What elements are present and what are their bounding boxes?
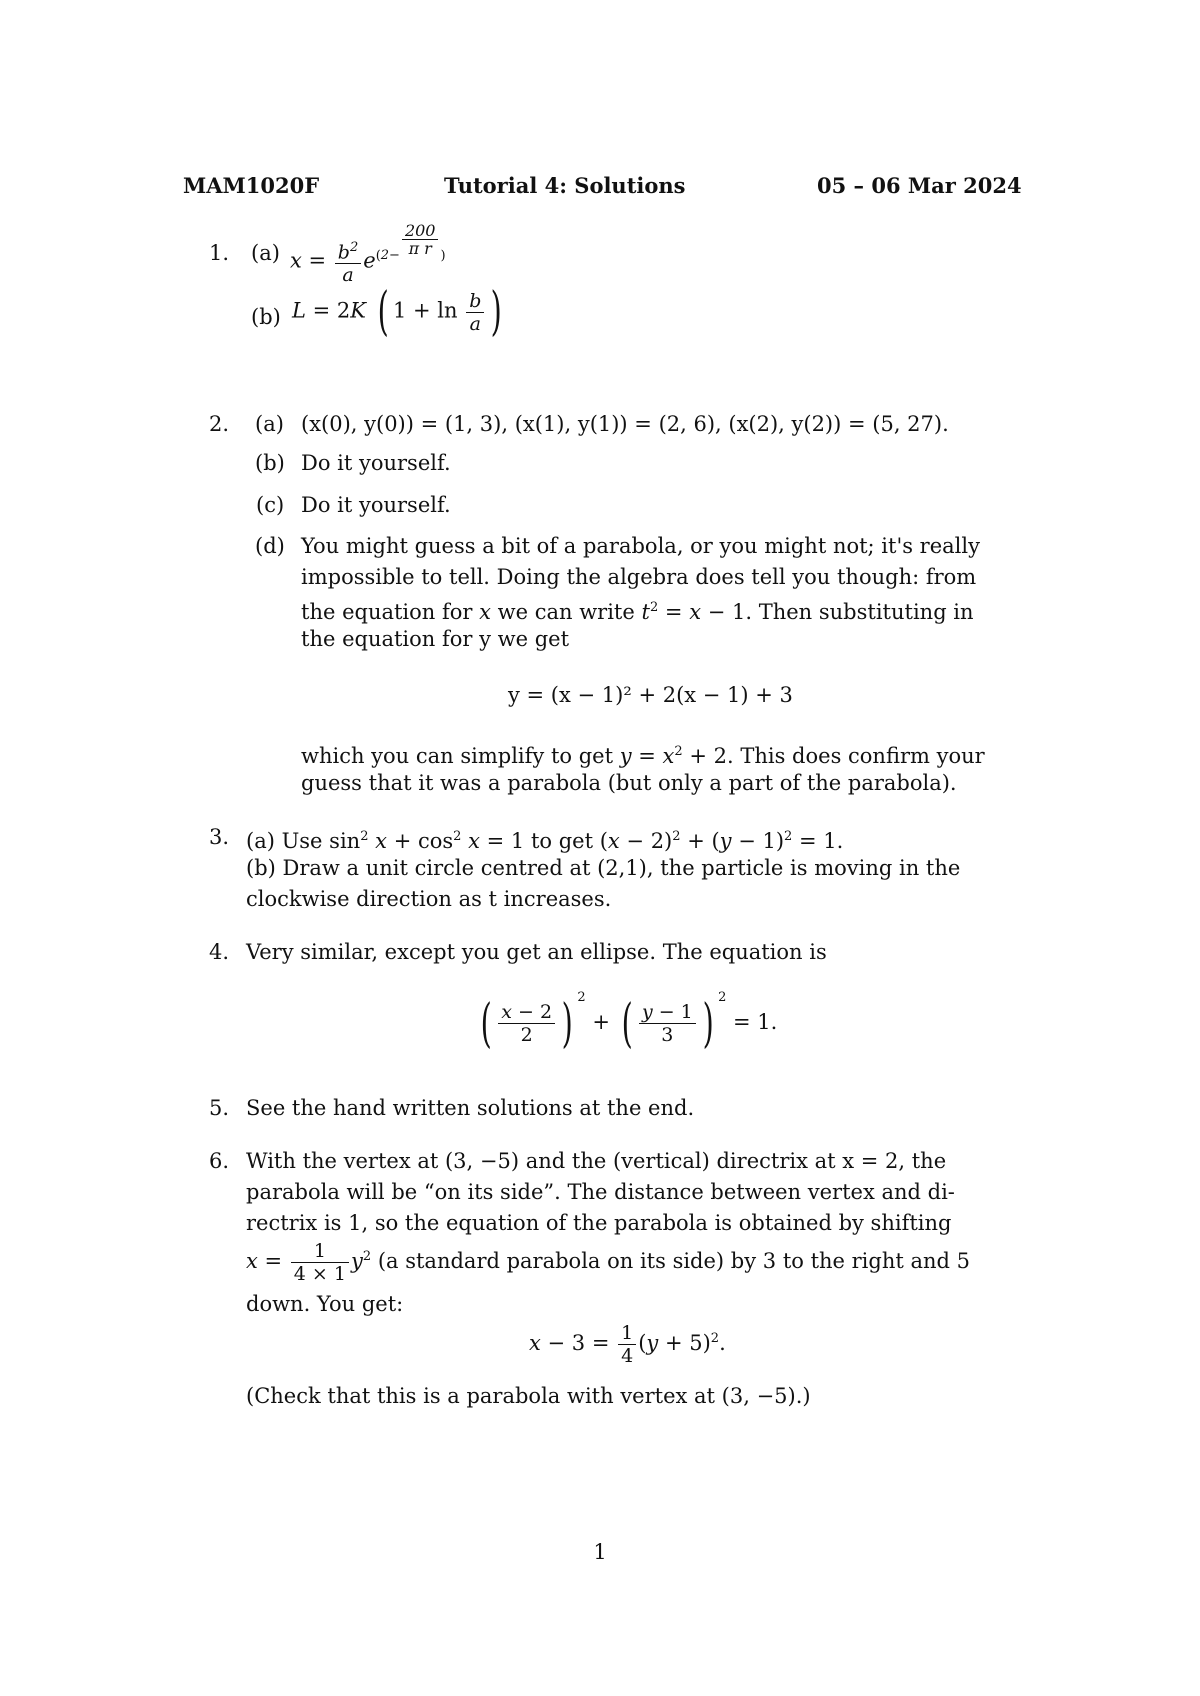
q2a-text: (x(0), y(0)) = (1, 3), (x(1), y(1)) = (2, 6), (x(2), y(2)) = (5, 27). xyxy=(301,412,949,436)
q2d-line-3-mid: we can write xyxy=(490,600,642,624)
q1b-label: (b) xyxy=(251,305,281,329)
q6-line-5: down. You get: xyxy=(246,1292,404,1316)
q6-equation: x − 3 = $\frac{1}{4}$ $(y + 5)^2$. xyxy=(529,1322,726,1367)
q6-number: 6. xyxy=(209,1149,230,1173)
course-code: MAM1020F xyxy=(183,173,320,198)
q2d-line-3: the equation for x we can write $t^2 = x - 1$. Then substituting in xyxy=(301,600,974,624)
q2-number: 2. xyxy=(209,412,230,436)
q4-ellipse-equation: ( $\frac{x - 2}{2}$ ) $^2$ + ( $\frac{y - 1}{3}$ ) $^2$ = 1. xyxy=(480,990,778,1054)
q1-number: 1. xyxy=(209,241,230,265)
document-date: 05 – 06 Mar 2024 xyxy=(817,173,1022,198)
q3-line-3: clockwise direction as t increases. xyxy=(246,887,612,911)
q1b-equation: L = 2K ( 1 + ln $\frac{b}{a}$ ) xyxy=(292,282,503,342)
q2b-label: (b) xyxy=(255,451,285,475)
q2d-equation: y = (x − 1)² + 2(x − 1) + 3 xyxy=(508,683,793,707)
q6-line-2: parabola will be “on its side”. The distance between vertex and di- xyxy=(246,1180,955,1204)
q2d-label: (d) xyxy=(255,534,285,558)
q2d-line-2: impossible to tell. Doing the algebra does tell you though: from xyxy=(301,565,977,589)
q5-text: See the hand written solutions at the end. xyxy=(246,1096,695,1120)
q2d-after-line-2: guess that it was a parabola (but only a part of the parabola). xyxy=(301,771,957,795)
q3-line-2: (b) Draw a unit circle centred at (2,1), the particle is moving in the xyxy=(246,856,961,880)
q6-line-4: x = $\frac{1}{4 \times 1}$ $y^2$ (a standard parabola on its side) by 3 to the right and 5 xyxy=(246,1240,971,1285)
q1a-label: (a) xyxy=(251,241,280,265)
document-title: Tutorial 4: Solutions xyxy=(444,173,686,198)
q6-check: (Check that this is a parabola with vertex at (3, −5).) xyxy=(246,1384,811,1408)
q2d-after-pre: which you can simplify to get xyxy=(301,744,620,768)
q2d-line-1: You might guess a bit of a parabola, or you might not; it's really xyxy=(301,534,980,558)
q6-line-4-post: (a standard parabola on its side) by 3 to the right and 5 xyxy=(377,1249,971,1273)
q3-line-1-pre: (a) Use xyxy=(246,829,330,853)
q3-number: 3. xyxy=(209,825,230,849)
page-number: 1 xyxy=(593,1540,607,1564)
q5-number: 5. xyxy=(209,1096,230,1120)
q3-line-1: (a) Use $\sin^2 x + \cos^2 x = 1$ to get $(x - 2)^2 + (y - 1)^2 = 1$. xyxy=(246,829,844,853)
q2c-text: Do it yourself. xyxy=(301,493,451,517)
q2d-line-3-post: . Then substituting in xyxy=(745,600,974,624)
q4-number: 4. xyxy=(209,940,230,964)
q2a-label: (a) xyxy=(255,412,284,436)
q2c-label: (c) xyxy=(256,493,285,517)
q6-line-1: With the vertex at (3, −5) and the (vertical) directrix at x = 2, the xyxy=(246,1149,947,1173)
q2d-after-line-1: which you can simplify to get $y = x^2 + 2$. This does confirm your xyxy=(301,744,985,768)
q2d-line-4: the equation for y we get xyxy=(301,627,570,651)
q6-line-3: rectrix is 1, so the equation of the parabola is obtained by shifting xyxy=(246,1211,952,1235)
q2d-after-post: . This does confirm your xyxy=(727,744,985,768)
q2b-text: Do it yourself. xyxy=(301,451,451,475)
q4-text: Very similar, except you get an ellipse. The equation is xyxy=(246,940,827,964)
q2d-line-3-pre: the equation for xyxy=(301,600,480,624)
q3-line-1-mid: to get xyxy=(524,829,600,853)
q1a-equation: x = $\frac{b^2}{a}$ $e^{(2- \frac{200}{\text{π r}}}$ ) xyxy=(290,221,446,287)
